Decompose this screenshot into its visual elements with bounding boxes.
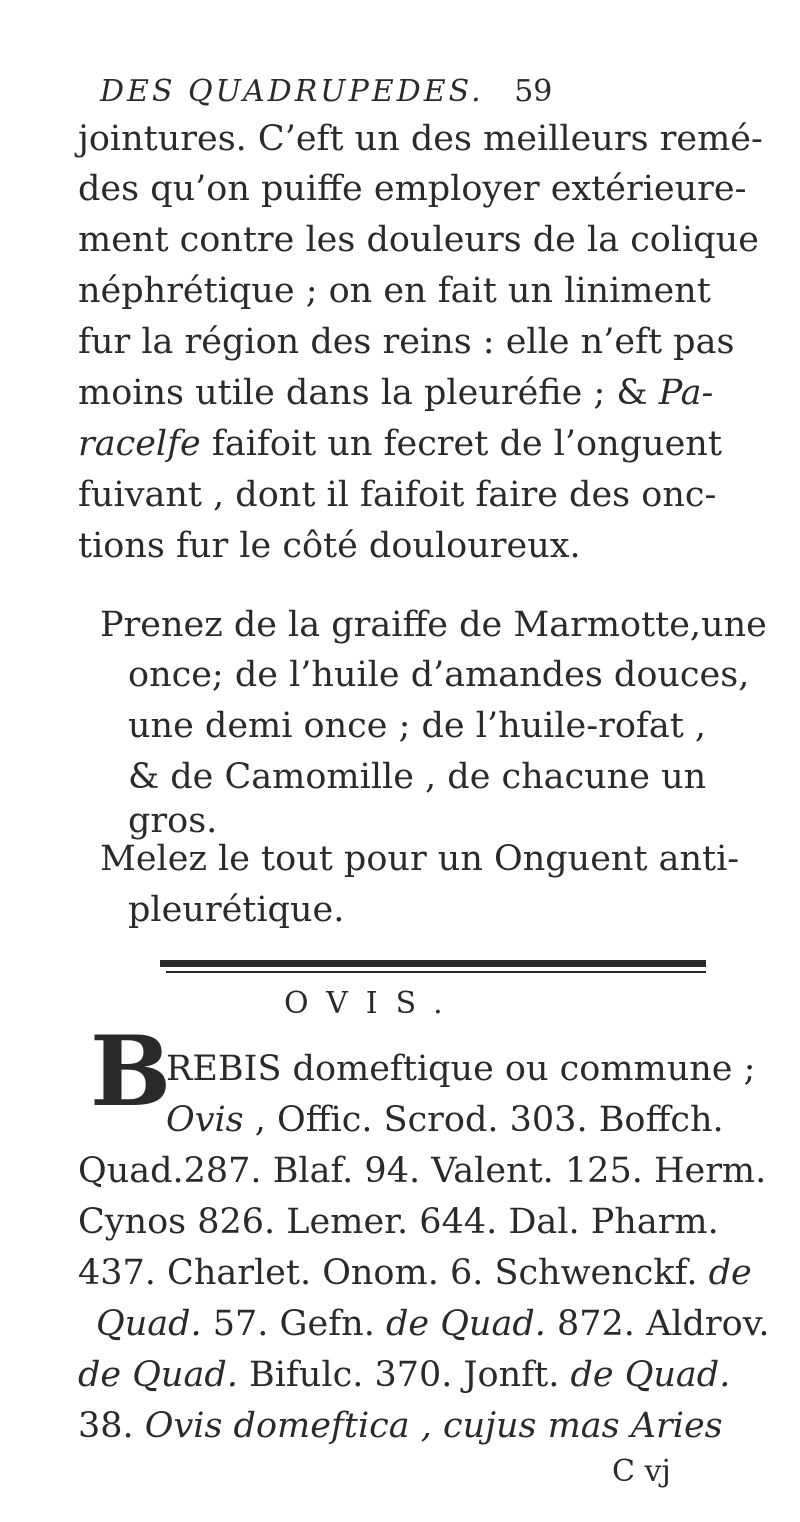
text-line [78, 1405, 723, 1447]
drop-cap: B [90, 1015, 172, 1128]
text-segment: de Quad. [78, 1355, 238, 1395]
text-line [78, 423, 722, 465]
running-title: DES QUADRUPEDES. [100, 74, 484, 109]
text-segment: 57. Gefn. [201, 1304, 386, 1344]
text-line [96, 1303, 769, 1345]
recipe-line: Melez le tout pour un Onguent anti- [100, 839, 740, 879]
recipe-line: once; de l’huile d’amandes douces, [128, 655, 750, 695]
text-segment: de Quad. [385, 1304, 546, 1344]
recipe-line: & de Camomille , de chacune un [128, 757, 707, 797]
species-name: Ovis [166, 1100, 244, 1140]
section-rule [166, 971, 706, 973]
text-line: ment contre les douleurs de la colique [78, 220, 759, 260]
text-segment: faifoit un fecret de l’onguent [200, 424, 722, 464]
text-line: fuivant , dont il faifoit faire des onc- [78, 475, 717, 515]
text-segment: Ovis domeftica , cujus mas Aries [144, 1406, 723, 1446]
text-line: Cynos 826. Lemer. 644. Dal. Pharm. [78, 1202, 719, 1242]
section-rule [160, 960, 706, 967]
text-line: tions fur le côté douloureux. [78, 526, 581, 566]
text-segment: de [708, 1253, 752, 1293]
section-title: OVIS. [284, 986, 461, 1021]
text-line: Quad.287. Blaf. 94. Valent. 125. Herm. [78, 1151, 767, 1191]
text-line [78, 1354, 730, 1396]
text-segment: Bifulc. 370. Jonft. [237, 1355, 571, 1395]
text-line: jointures. C’eft un des meilleurs remé- [78, 119, 763, 159]
text-segment: de Quad. [570, 1355, 731, 1395]
text-line [166, 1099, 724, 1141]
recipe-line: gros. [128, 801, 218, 841]
text-segment: 437. Charlet. Onom. 6. Schwenckf. [78, 1253, 709, 1293]
text-segment: Quad. [96, 1304, 202, 1344]
text-line: des qu’on puiffe employer extérieure- [78, 169, 747, 209]
author-name: Pa- [658, 373, 714, 413]
recipe-line: pleurétique. [128, 890, 345, 930]
text-segment: 38. [78, 1406, 145, 1446]
text-segment: 872. Aldrov. [545, 1304, 770, 1344]
text-line: REBIS domeftique ou commune ; [166, 1049, 756, 1089]
text-line [78, 372, 713, 414]
text-line: néphrétique ; on en fait un liniment [78, 271, 711, 311]
text-segment: , Offic. Scrod. 303. Boffch. [243, 1100, 724, 1140]
text-segment: moins utile dans la pleuréfie ; & [78, 373, 659, 413]
recipe-line: une demi once ; de l’huile-rofat , [128, 706, 707, 746]
catchword: C vj [612, 1454, 671, 1489]
author-name: racelfe [78, 424, 201, 464]
text-line [78, 1252, 752, 1294]
recipe-line: Prenez de la graiffe de Marmotte,une [100, 605, 767, 645]
running-header [100, 74, 552, 109]
text-line: fur la région des reins : elle n’eft pas [78, 322, 735, 362]
page-number: 59 [514, 74, 553, 109]
